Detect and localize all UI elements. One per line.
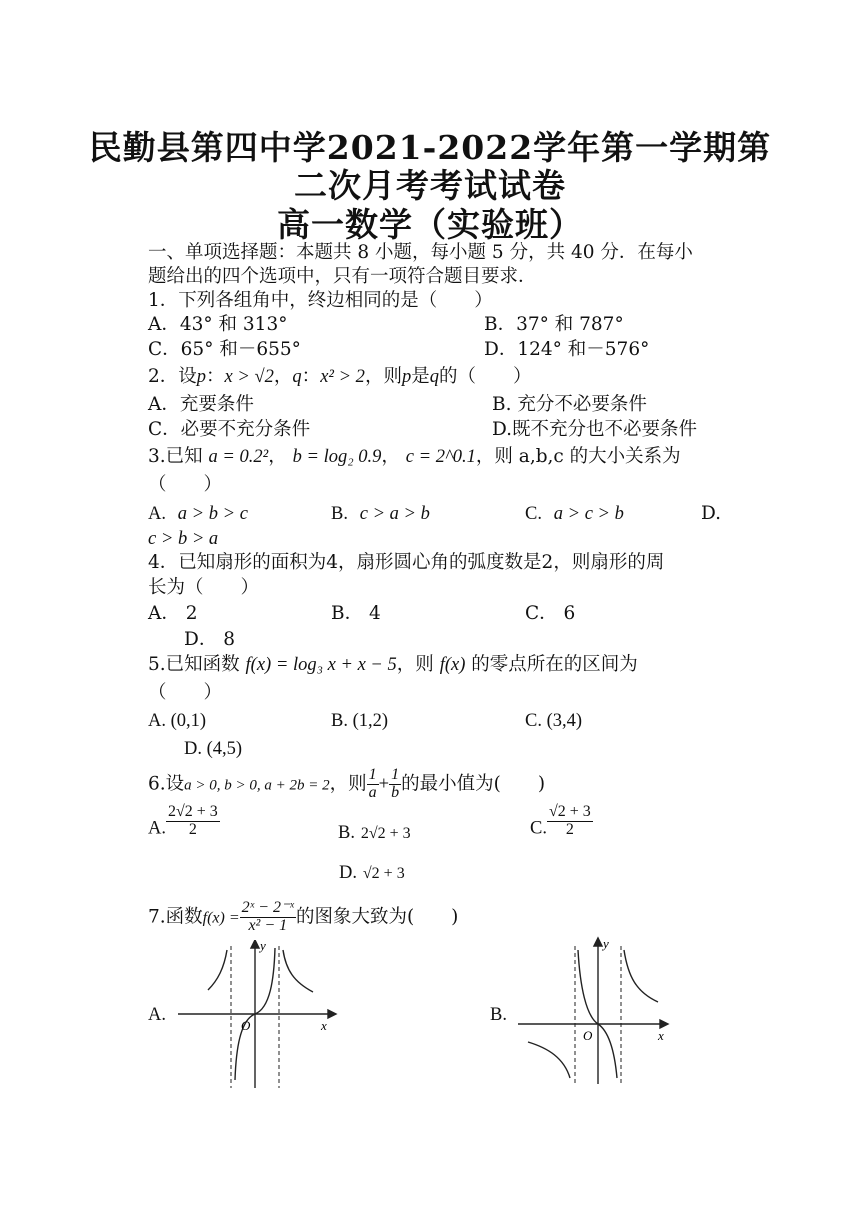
q6-stem: 6.设a > 0, b > 0, a + 2b = 2，则 $\frac{1}{a}$ + $\frac{1}{b}$ 的最小值为( ) [148,766,546,801]
q2-option-c: C．必要不充分条件 [148,419,311,440]
q2-option-b: B. 充分不必要条件 [492,394,647,415]
q3-option-b: B. c > a > b [331,504,430,524]
graph-a-x-arrow [328,1010,336,1018]
q3-prefix: 3.已知 [148,446,203,467]
graph-a-x-label: x [321,1018,327,1033]
q6-option-c: C. $\frac{√2 + 3}{2}$ [530,803,591,839]
q3-paren: （ ） [148,474,223,495]
graph-b-y-arrow [594,938,602,946]
graph-a-y-arrow [251,940,259,948]
q5-paren: （ ） [148,682,223,703]
q3-suffix: ，则 a,b,c 的大小关系为 [475,446,681,467]
q2-stem [148,368,531,387]
q2-option-d: D.既不充分也不必要条件 [492,419,698,440]
q7-stem: 7.函数f(x) = $\frac{\text{2ˣ − 2⁻ˣ}}{\text{x² − 1}}$ 的图象大致为( ) [148,899,459,934]
q6-option-a: A. $\frac{2√2 + 3}{2}$ [148,803,218,839]
q3-option-d-label: D. [701,503,722,524]
graph-b-x-label: x [658,1028,664,1043]
q6-option-d: D. √2 + 3 [339,863,405,883]
graph-b-x-arrow [660,1020,668,1028]
q4-option-b: B． 4 [331,603,381,624]
q7-fraction: $\frac{\text{2ˣ − 2⁻ˣ}}{\text{x² − 1}}$ [241,899,294,934]
q2-mid: ，则 [364,366,402,387]
section-instructions-line1: 一、单项选择题：本题共 8 小题，每小题 5 分，共 40 分．在每小 [148,242,693,263]
q1-stem: 1．下列各组角中，终边相同的是（ ） [148,290,493,311]
q2-cond2: x² > 2 [320,367,365,387]
q7-graph-b [518,936,678,1086]
q5-fx: f(x) [439,655,466,675]
q4-stem-line1: 4．已知扇形的面积为4，扇形圆心角的弧度数是2，则扇形的周 [148,552,665,573]
q2-shi: 是 [411,366,430,387]
q1-option-c: C．65° 和－655° [148,339,301,360]
q2-p2: p [401,367,412,387]
exam-title-line1: 民勤县第四中学2021-2022学年第一学期第 [88,128,772,167]
exam-title-line2: 二次月考考试试卷 [294,166,566,205]
graph-a-curve-right [283,950,313,992]
q5-option-d: D. (4,5) [184,739,243,759]
q2-colon2: ： [301,366,321,387]
graph-b-curve-right [624,950,658,1002]
q6-frac-1-over-b: $\frac{1}{b}$ [391,766,400,801]
q3-option-a: A. a > b > c [148,504,248,524]
q3-option-c: C. a > c > b [525,504,624,524]
q1-option-d: D．124° 和－576° [484,339,650,360]
q4-option-c: C． 6 [525,603,576,624]
graph-a-y-label: y [260,940,266,953]
q2-option-a: A．充要条件 [148,394,254,415]
q3-stem: 3.已知 a = 0.2²， b = log₂ 0.9， c = 2^0.1，则 a,b,c 的大小关系为 [148,446,681,467]
q3-option-d: c > b > a [148,529,219,549]
q5-option-c: C. (3,4) [525,711,583,731]
q7-graph-a [178,940,338,1090]
graph-b-curve-left [528,1042,570,1078]
q4-option-d: D． 8 [184,629,235,650]
q4-option-a: A． 2 [148,603,198,624]
graph-b-y-label: y [603,936,609,951]
q2-q: q [292,367,302,387]
q2-comma: ， [273,366,293,387]
q3-c: c = 2^0.1 [405,447,476,467]
q5-option-b: B. (1,2) [331,711,389,731]
q2-suffix: 的（ ） [438,366,532,387]
q3-a: a = 0.2² [208,447,269,467]
graph-b-origin-label: O [583,1028,593,1043]
q2-q2: q [429,367,439,387]
q1-option-b: B．37° 和 787° [484,314,624,335]
q5-stem: 5.已知函数 f(x) = log₃ x + x − 5，则 f(x) 的零点所在的区间为 [148,654,638,675]
q2-colon1: ： [206,366,225,387]
q5-option-a: A. (0,1) [148,711,207,731]
q6-frac-1-over-a: $\frac{1}{a}$ [368,766,377,801]
exam-subject-title: 高一数学（实验班） [277,205,583,244]
q2-prefix: 2．设 [148,366,197,387]
q3-b: b = log₂ 0.9 [292,447,382,467]
q2-p: p [196,367,207,387]
graph-a-curve-left [208,950,227,990]
q6-option-b: B. 2√2 + 3 [338,823,411,843]
section-instructions-line2: 题给出的四个选项中，只有一项符合题目要求． [148,266,537,287]
q7-option-a-label: A. [148,1005,166,1025]
q5-function: f(x) = log₃ x + x − 5 [245,655,397,675]
q6-condition: a > 0, b > 0, a + 2b = 2 [184,777,330,794]
q4-stem-line2: 长为（ ） [148,577,260,598]
q1-option-a: A．43° 和 313° [148,314,288,335]
graph-a-origin-label: O [241,1018,251,1033]
q2-cond1: x > √2 [224,367,274,387]
q7-option-b-label: B. [490,1005,507,1025]
